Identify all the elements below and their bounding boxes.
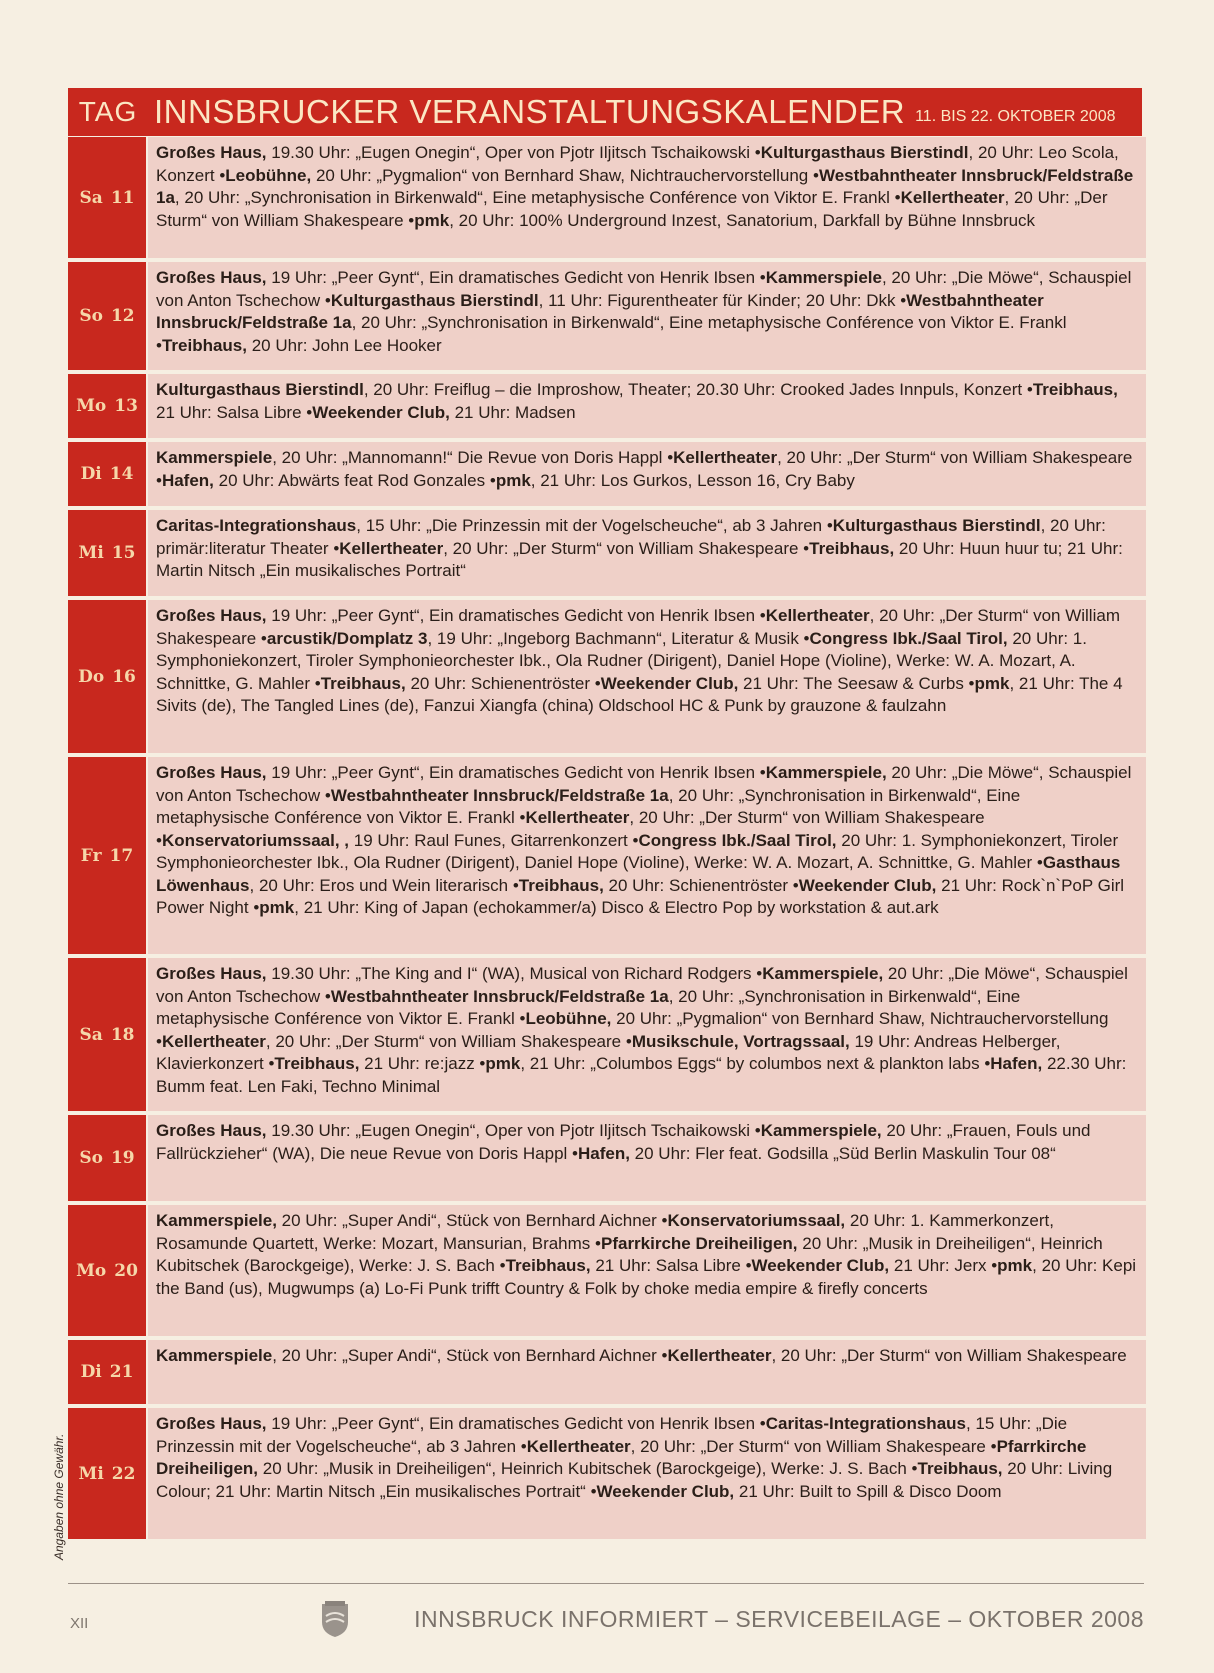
- venue-name: Caritas-Integrationshaus: [765, 1414, 966, 1433]
- event-details: , 20 Uhr: Leo Scola, Konzert: [156, 143, 1119, 185]
- event-entry: [156, 448, 662, 467]
- venue-name: Kulturgasthaus Bierstindl: [760, 143, 969, 162]
- event-details: , 20 Uhr: „Synchronisation in Birkenwald“, Eine metaphysische Conférence von Viktor E. Frankl: [156, 785, 1021, 827]
- day-label: [68, 757, 146, 954]
- venue-name: pmk: [974, 673, 1010, 693]
- venue-name: Kammerspiele: [156, 448, 273, 467]
- venue-name: Großes Haus,: [156, 268, 267, 287]
- venue-name: pmk: [259, 898, 295, 917]
- event-details: 20 Uhr: „Frauen, Fouls und Fallrückzieher“ (WA), Die neue Revue von Doris Happl: [156, 1121, 1091, 1163]
- calendar-day-row: [68, 1340, 1146, 1404]
- event-details: 19 Uhr: Andreas Helberger, Klavierkonzert: [156, 1031, 1061, 1073]
- venue-name: Pfarrkirche Dreiheiligen,: [156, 1436, 1087, 1478]
- event-details: 21 Uhr: The Seesaw & Curbs: [738, 673, 964, 693]
- event-entry: [515, 1009, 1109, 1028]
- venue-name: Kulturgasthaus Bierstindl: [156, 380, 364, 399]
- venue-name: Kellertheater: [161, 1031, 266, 1051]
- event-details: , 20 Uhr: „Der Sturm“ von William Shakespeare: [265, 1031, 622, 1051]
- venue-name: Kammerspiele: [156, 1346, 273, 1365]
- day-events: [148, 1205, 1146, 1336]
- event-calendar: [68, 137, 1146, 1543]
- day-number: 19: [110, 1148, 135, 1168]
- event-entry: [156, 1414, 755, 1433]
- event-entry: [156, 268, 755, 287]
- day-number: 14: [109, 464, 134, 484]
- venue-name: Kammerspiele,: [156, 1211, 277, 1230]
- event-entry: [302, 403, 576, 422]
- day-label: [68, 1205, 146, 1336]
- event-entry: [156, 1211, 657, 1230]
- event-details: , 20 Uhr: „Der Sturm“ von William Shakespeare: [443, 538, 799, 558]
- venue-name: Musikschule, Vortragssaal,: [631, 1031, 850, 1051]
- day-number: 22: [111, 1463, 136, 1484]
- venue-name: Leobühne,: [225, 165, 312, 185]
- event-details: 20 Uhr: 1. Kammerkonzert, Rosamunde Quartett, Werke: Mozart, Mansurian, Brahms: [156, 1211, 1054, 1253]
- day-number: 15: [111, 543, 136, 563]
- event-entry: [590, 674, 964, 693]
- venue-name: Kulturgasthaus Bierstindl: [832, 516, 1041, 535]
- day-events: [148, 510, 1146, 596]
- event-details: , 20 Uhr: Eros und Wein literarisch: [249, 875, 509, 895]
- venue-name: pmk: [495, 470, 531, 490]
- venue-name: Treibhaus,: [505, 1256, 591, 1275]
- venue-name: Kellertheater: [900, 188, 1005, 207]
- event-details: , 20 Uhr: „Synchronisation in Birkenwald“, Eine metaphysische Conférence von Viktor E. Frankl: [156, 986, 1021, 1028]
- event-details: , 20 Uhr: „Die Möwe“, Schauspiel von Anton Tschechow: [156, 268, 1132, 310]
- venue-name: Congress Ibk./Saal Tirol,: [809, 628, 1008, 648]
- venue-name: pmk: [414, 210, 450, 230]
- venue-name: Konservatoriumssaal, ,: [161, 830, 350, 850]
- calendar-day-row: [68, 262, 1146, 370]
- day-label: [68, 510, 146, 596]
- day-number: 21: [109, 1362, 134, 1382]
- event-details: 20 Uhr: Living Colour; 21 Uhr: Martin Nitsch „Ein musikalisches Portrait“: [156, 1459, 1113, 1501]
- venue-name: Caritas-Integrationshaus: [156, 516, 357, 535]
- event-details: 19 Uhr: „Peer Gynt“, Ein dramatisches Gedicht von Henrik Ibsen: [266, 606, 756, 625]
- event-details: 20 Uhr: Fler feat. Godsilla „Süd Berlin Maskulin Tour 08“: [629, 1143, 1056, 1163]
- event-details: 21 Uhr: Madsen: [449, 402, 576, 422]
- footer-publication: INNSBRUCK INFORMIERT – SERVICEBEILAGE – OKTOBER 2008: [414, 1606, 1144, 1632]
- event-entry: [508, 876, 788, 895]
- calendar-day-row: [68, 757, 1146, 954]
- venue-name: Westbahntheater Innsbruck/Feldstraße 1a: [156, 165, 1134, 207]
- event-details: 20 Uhr: Huun huur tu; 21 Uhr: Martin Nitsch „Ein musikalisches Portrait“: [156, 538, 1123, 580]
- event-entry: [310, 674, 590, 693]
- venue-name: Weekender Club,: [751, 1256, 890, 1275]
- event-entry: [156, 516, 822, 535]
- event-details: , 20 Uhr: primär:literatur Theater: [156, 516, 1106, 558]
- day-label: [68, 1408, 146, 1539]
- day-number: 18: [110, 1024, 135, 1045]
- day-events: [148, 958, 1146, 1111]
- event-entry: [256, 629, 799, 648]
- venue-name: Hafen,: [990, 1054, 1043, 1073]
- event-details: 20 Uhr: Abwärts feat Rod Gonzales: [213, 470, 486, 490]
- event-details: 20 Uhr: 1. Symphoniekonzert, Tiroler Symphonieorchester Ibk., Ola Rudner (Dirigent), Daniel Hope (Violine), Werke: W. A. Mozart, A. Schnittke, G. Mahler: [156, 628, 1087, 693]
- venue-name: Hafen,: [161, 470, 214, 490]
- event-details: 20 Uhr: Schienentröster: [405, 673, 590, 693]
- venue-name: Treibhaus,: [917, 1459, 1003, 1478]
- venue-name: Kellertheater: [765, 606, 870, 625]
- calendar-day-row: [68, 137, 1146, 258]
- weekday: Do: [78, 666, 105, 687]
- event-entry: [320, 291, 895, 310]
- event-details: , 21 Uhr: „Columbos Eggs“ by columbos next & plankton labs: [520, 1054, 980, 1073]
- event-details: , 15 Uhr: „Die Prinzessin mit der Vogelscheuche“, ab 3 Jahren: [356, 516, 823, 535]
- day-number: 17: [109, 845, 134, 866]
- event-details: , 20 Uhr: Freiflug – die Improshow, Theater; 20.30 Uhr: Crooked Jades Innpuls, Konzert: [363, 380, 1023, 399]
- calendar-day-row: [68, 600, 1146, 753]
- event-details: , 21 Uhr: King of Japan (echokammer/a) Disco & Electro Pop by workstation & aut.ark: [294, 898, 939, 917]
- event-details: 20 Uhr: „Super Andi“, Stück von Bernhard Aichner: [276, 1211, 657, 1230]
- event-entry: [586, 1482, 1002, 1501]
- day-label: [68, 1340, 146, 1404]
- event-entry: [156, 964, 752, 983]
- day-events: [148, 374, 1146, 438]
- weekday: Di: [80, 464, 102, 484]
- weekday: Sa: [79, 1024, 103, 1045]
- weekday: Mi: [78, 543, 104, 563]
- event-details: , 20 Uhr: „Der Sturm“ von William Shakespeare: [629, 808, 985, 827]
- venue-name: Großes Haus,: [156, 1414, 267, 1433]
- footer-divider: [68, 1583, 1144, 1584]
- venue-name: Treibhaus,: [320, 673, 406, 693]
- venue-name: Großes Haus,: [156, 606, 267, 625]
- day-number: 20: [114, 1260, 138, 1281]
- venue-name: Großes Haus,: [156, 1121, 267, 1140]
- event-details: 19.30 Uhr: „The King and I“ (WA), Musical von Richard Rodgers: [266, 964, 752, 983]
- calendar-day-row: [68, 1408, 1146, 1539]
- venue-name: Kammerspiele,: [760, 1121, 882, 1140]
- venue-name: pmk: [997, 1256, 1033, 1275]
- event-details: 20 Uhr: „Pygmalion“ von Bernhard Shaw, Nichtrauchervorstellung: [611, 1009, 1109, 1028]
- day-number: 12: [110, 306, 135, 326]
- calendar-day-row: [68, 442, 1146, 506]
- day-label: [68, 600, 146, 753]
- venue-name: Treibhaus,: [518, 875, 604, 895]
- event-details: 20 Uhr: John Lee Hooker: [246, 335, 442, 355]
- day-number: 11: [110, 187, 135, 208]
- day-label: [68, 262, 146, 370]
- city-crest-icon: [320, 1600, 350, 1638]
- day-events: [148, 137, 1146, 258]
- venue-name: Treibhaus,: [1032, 380, 1118, 399]
- header-tag: TAG: [78, 96, 138, 127]
- weekday: So: [79, 1148, 103, 1168]
- event-details: 19.30 Uhr: „Eugen Onegin“, Oper von Pjotr Iljitsch Tschaikowski: [266, 143, 751, 162]
- event-details: , 20 Uhr: „Der Sturm“ von William Shakespeare: [777, 448, 1133, 467]
- event-details: , 11 Uhr: Figurentheater für Kinder; 20 Uhr: Dkk: [538, 290, 896, 310]
- venue-name: Gasthaus Löwenhaus: [156, 853, 1121, 895]
- day-label: [68, 1115, 146, 1201]
- event-entry: [567, 1144, 1055, 1163]
- venue-name: Weekender Club,: [600, 673, 739, 693]
- day-label: [68, 442, 146, 506]
- venue-name: Großes Haus,: [156, 964, 267, 983]
- event-details: 20 Uhr: „Die Möwe“, Schauspiel von Anton Tschechow: [156, 964, 1128, 1006]
- event-details: 21 Uhr: Built to Spill & Disco Doom: [734, 1481, 1002, 1501]
- event-details: , 20 Uhr: „Synchronisation in Birkenwald“, Eine metaphysische Conférence von Viktor E. Frankl: [351, 313, 1067, 332]
- event-entry: [215, 166, 809, 185]
- weekday: So: [79, 306, 103, 326]
- event-details: 22.30 Uhr: Bumm feat. Len Faki, Techno Minimal: [156, 1054, 1127, 1096]
- venue-name: Großes Haus,: [156, 143, 267, 162]
- event-entry: [485, 471, 855, 490]
- venue-name: Großes Haus,: [156, 763, 267, 782]
- venue-name: Treibhaus,: [809, 538, 895, 558]
- event-details: , 21 Uhr: The 4 Sivits (de), The Tangled Lines (de), Fanzui Xiangfa (china) Oldschool HC & Punk by grauzone & faulzahn: [156, 673, 1123, 715]
- event-entry: [156, 1032, 621, 1051]
- event-entry: [657, 1346, 1127, 1365]
- venue-name: Treibhaus,: [274, 1054, 360, 1073]
- weekday: Mi: [78, 1463, 104, 1484]
- day-events: [148, 442, 1146, 506]
- event-details: 20 Uhr: „Die Möwe“, Schauspiel von Anton Tschechow: [156, 763, 1132, 805]
- venue-name: Westbahntheater Innsbruck/Feldstraße 1a: [330, 785, 669, 805]
- event-entry: [156, 380, 1022, 399]
- event-entry: [156, 763, 755, 782]
- event-entry: [475, 1054, 980, 1073]
- event-entry: [249, 898, 939, 917]
- day-events: [148, 1408, 1146, 1539]
- event-details: , 20 Uhr: „Synchronisation in Birkenwald“, Eine metaphysische Conférence von Viktor E. Frankl: [174, 188, 890, 207]
- venue-name: Kammerspiele,: [765, 763, 887, 782]
- venue-name: Kellertheater: [526, 1436, 631, 1456]
- event-entry: [156, 143, 750, 162]
- event-details: 20 Uhr: Schienentröster: [603, 875, 789, 895]
- event-details: , 20 Uhr: „Super Andi“, Stück von Bernhard Aichner: [272, 1346, 657, 1365]
- venue-name: Kellertheater: [673, 448, 778, 467]
- day-number: 13: [114, 396, 138, 416]
- event-details: , 20 Uhr: „Der Sturm“ von William Shakespeare: [156, 188, 1108, 230]
- day-events: [148, 1340, 1146, 1404]
- day-events: [148, 600, 1146, 753]
- venue-name: Kammerspiele,: [762, 964, 884, 983]
- calendar-header: [68, 88, 1142, 136]
- header-date-range: 11. BIS 22. OKTOBER 2008: [915, 108, 1116, 125]
- venue-name: Kellertheater: [339, 538, 444, 558]
- event-details: , 20 Uhr: „Der Sturm“ von William Shakespeare: [156, 606, 1120, 648]
- event-details: 21 Uhr: Rock`n`PoP Girl Power Night: [156, 875, 1125, 917]
- venue-name: Kammerspiele: [765, 268, 882, 287]
- event-details: 20 Uhr: „Pygmalion“ von Bernhard Shaw, Nichtrauchervorstellung: [311, 165, 809, 185]
- day-number: 16: [112, 666, 136, 687]
- venue-name: Kulturgasthaus Bierstindl: [330, 290, 539, 310]
- calendar-day-row: [68, 1205, 1146, 1336]
- event-details: 20 Uhr: „Musik in Dreiheiligen“, Heinrich Kubitschek (Barockgeige), Werke: J. S. Bach: [258, 1459, 907, 1478]
- event-entry: [329, 539, 799, 558]
- venue-name: Weekender Club,: [596, 1481, 735, 1501]
- venue-name: pmk: [485, 1054, 521, 1073]
- day-events: [148, 262, 1146, 370]
- venue-name: Weekender Club,: [798, 875, 937, 895]
- event-entry: [662, 448, 1132, 467]
- venue-name: Pfarrkirche Dreiheiligen,: [600, 1233, 798, 1253]
- event-entry: [156, 336, 442, 355]
- event-details: 19 Uhr: „Peer Gynt“, Ein dramatisches Gedicht von Henrik Ibsen: [266, 268, 756, 287]
- event-entry: [515, 808, 985, 827]
- event-details: 19 Uhr: „Peer Gynt“, Ein dramatisches Gedicht von Henrik Ibsen: [266, 1414, 756, 1433]
- event-entry: [264, 1054, 475, 1073]
- event-details: , 19 Uhr: „Ingeborg Bachmann“, Literatur & Musik: [427, 628, 799, 648]
- calendar-day-row: [68, 374, 1146, 438]
- event-details: 21 Uhr: re:jazz: [359, 1054, 475, 1073]
- venue-name: arcustik/Domplatz 3: [266, 628, 428, 648]
- event-details: , 20 Uhr: „Mannomann!“ Die Revue von Doris Happl: [272, 448, 663, 467]
- weekday: Sa: [79, 187, 103, 208]
- event-details: 19 Uhr: „Peer Gynt“, Ein dramatisches Gedicht von Henrik Ibsen: [266, 763, 756, 782]
- event-details: , 15 Uhr: „Die Prinzessin mit der Vogelscheuche“, ab 3 Jahren: [156, 1414, 1068, 1456]
- day-label: [68, 137, 146, 258]
- event-entry: [156, 1346, 657, 1365]
- venue-name: Leobühne,: [525, 1009, 612, 1028]
- event-details: , 21 Uhr: Los Gurkos, Lesson 16, Cry Baby: [530, 470, 855, 490]
- event-entry: [156, 606, 755, 625]
- day-label: [68, 374, 146, 438]
- event-entry: [156, 1121, 750, 1140]
- event-entry: [495, 1256, 741, 1275]
- event-details: , 20 Uhr: „Der Sturm“ von William Shakespeare: [771, 1346, 1127, 1365]
- event-details: , 20 Uhr: Kepi the Band (us), Mugwumps (a) Lo-Fi Punk trifft Country & Folk by choke media empire & firefly concerts: [156, 1256, 1137, 1298]
- header-title: INNSBRUCKER VERANSTALTUNGSKALENDER: [154, 93, 906, 130]
- event-details: , 20 Uhr: „Der Sturm“ von William Shakespeare: [630, 1436, 986, 1456]
- day-events: [148, 757, 1146, 954]
- event-details: , 20 Uhr: 100% Underground Inzest, Sanatorium, Darkfall by Bühne Innsbruck: [449, 210, 1036, 230]
- event-details: 21 Uhr: Salsa Libre: [590, 1256, 741, 1275]
- event-details: 20 Uhr: „Musik in Dreiheiligen“, Heinrich Kubitschek (Barockgeige), Werke: J. S. Bach: [156, 1233, 1103, 1275]
- event-details: 20 Uhr: 1. Symphoniekonzert, Tiroler Symphonieorchester Ibk., Ola Rudner (Dirigent), Daniel Hope (Violine), Werke: W. A. Mozart, A. Schnittke, G. Mahler: [156, 830, 1119, 872]
- venue-name: Westbahntheater Innsbruck/Feldstraße 1a: [156, 290, 1044, 332]
- calendar-day-row: [68, 1115, 1146, 1201]
- weekday: Mo: [76, 1260, 107, 1281]
- venue-name: Treibhaus,: [161, 335, 247, 355]
- venue-name: Konservatoriumssaal,: [667, 1211, 846, 1230]
- event-entry: [404, 211, 1036, 230]
- event-entry: [741, 1256, 987, 1275]
- weekday: Mo: [76, 396, 107, 416]
- venue-name: Weekender Club,: [312, 402, 450, 422]
- venue-name: Kellertheater: [525, 808, 630, 827]
- day-events: [148, 1115, 1146, 1201]
- page-number: XII: [70, 1615, 89, 1632]
- venue-name: Hafen,: [577, 1143, 630, 1163]
- venue-name: Congress Ibk./Saal Tirol,: [638, 830, 837, 850]
- event-entry: [156, 471, 485, 490]
- venue-name: Westbahntheater Innsbruck/Feldstraße 1a: [330, 986, 669, 1006]
- event-entry: [516, 1437, 986, 1456]
- event-details: 21 Uhr: Salsa Libre: [156, 402, 302, 422]
- venue-name: Kellertheater: [667, 1346, 772, 1365]
- weekday: Fr: [80, 845, 102, 866]
- disclaimer-note: Angaben ohne Gewähr.: [52, 1433, 66, 1560]
- event-details: 19.30 Uhr: „Eugen Onegin“, Oper von Pjotr Iljitsch Tschaikowski: [266, 1121, 751, 1140]
- event-details: 19 Uhr: Raul Funes, Gitarrenkonzert: [349, 830, 628, 850]
- calendar-day-row: [68, 510, 1146, 596]
- event-details: 21 Uhr: Jerx: [889, 1256, 987, 1275]
- day-label: [68, 958, 146, 1111]
- event-entry: [156, 831, 628, 850]
- calendar-day-row: [68, 958, 1146, 1111]
- weekday: Di: [80, 1362, 102, 1382]
